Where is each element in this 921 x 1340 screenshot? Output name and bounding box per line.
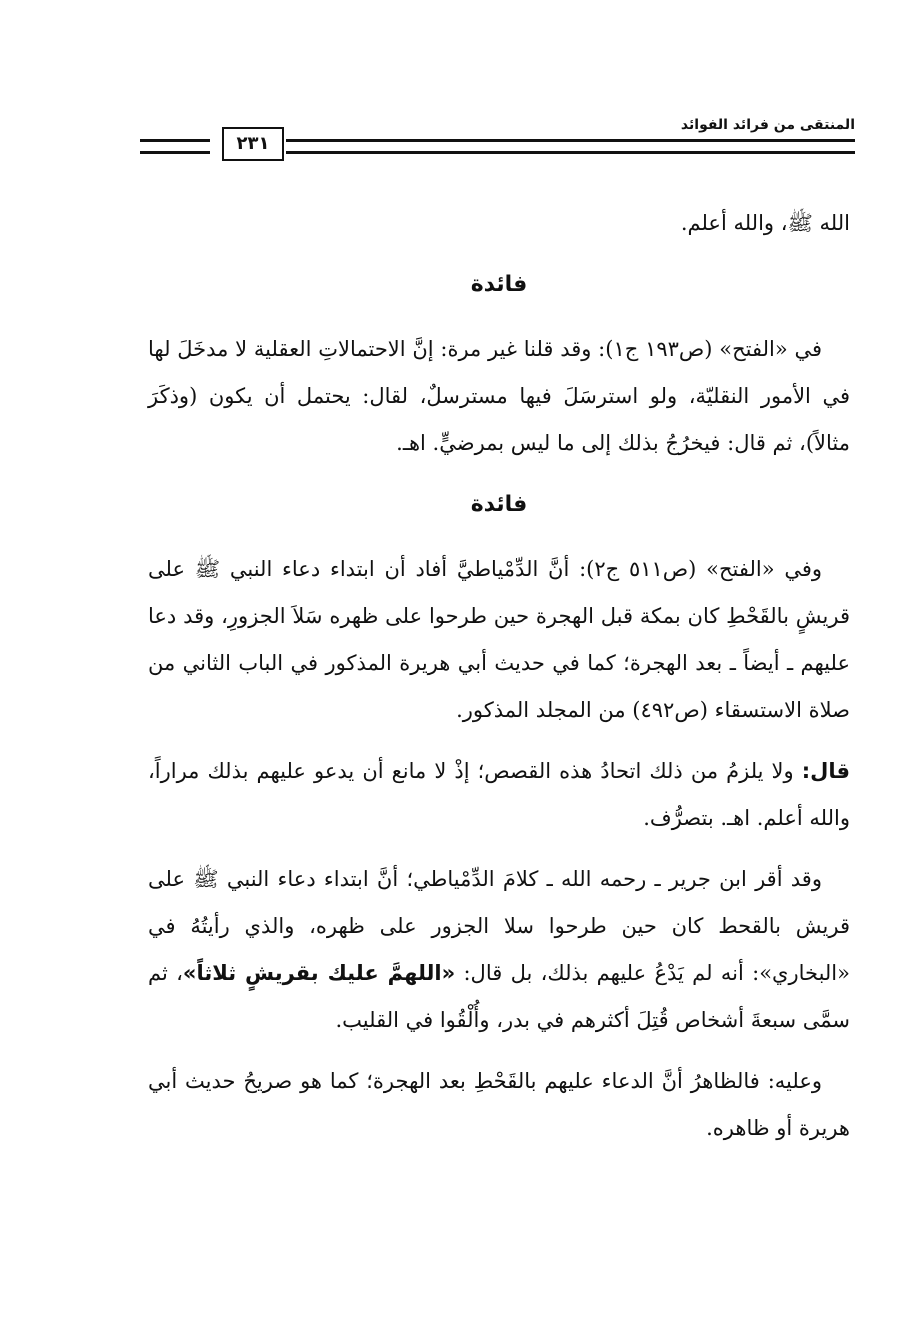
paragraph-3-label: قال: [801,759,850,783]
page-number: ٢٣١ [222,127,284,161]
header-rule-long [286,139,855,154]
section-heading-1: فائدة [470,272,528,297]
page-body [148,200,850,1166]
paragraph-3-text: ولا يلزمُ من ذلك اتحادُ هذه القصص؛ إذْ لا مانع أن يدعو عليهم بذلك مراراً، والله أعلم. اهـ. بتصرُّف. [148,759,850,830]
paragraph-4 [148,856,850,1044]
paragraph-1: في «الفتح» (ص١٩٣ ج١): وقد قلنا غير مرة: إنَّ الاحتمالاتِ العقلية لا مدخَلَ لها في الأمور النقليّة، ولو استرسَلَ فيها مسترسلٌ، لقال: يحتمل أن يكون (وذكَرَ مثالاً)، ثم قال: فيخرُجُ بذلك إلى ما ليس بمرضيٍّ. اهـ. [148,337,850,455]
paragraph-2: وفي «الفتح» (ص٥١١ ج٢): أنَّ الدِّمْياطيَّ أفاد أن ابتداء دعاء النبي ﷺ على قريشٍ بالقَحْطِ كان بمكة قبل الهجرة حين طرحوا على ظهره سَلاَ الجزورِ، وقد دعا عليهم ـ أيضاً ـ بعد الهجرة؛ كما في حديث أبي هريرة المذكور في الباب الثاني من صلاة الاستسقاء (ص٤٩٢) من المجلد المذكور. [148,557,850,722]
paragraph-3 [148,748,850,842]
paragraph-4-text-a: وقد أقر ابن جرير ـ رحمه الله ـ كلامَ الدِّمْياطي؛ أنَّ ابتداء دعاء النبي ﷺ على قريش بالقحط كان حين طرحوا سلا الجزور على ظهره، والذي رأيتُهُ في «البخاري»: أنه لم يَدْعُ عليهم بذلك، بل قال: [148,867,850,985]
header-rule-short [140,139,210,154]
paragraph-4-quote: «اللهمَّ عليك بقريشٍ ثلاثاً» [182,961,456,985]
running-title: المنتقى من فرائد الفوائد [680,117,855,133]
paragraph-5: وعليه: فالظاهرُ أنَّ الدعاء عليهم بالقَحْطِ بعد الهجرة؛ كما هو صريحُ حديث أبي هريرة أو ظاهره. [148,1069,850,1140]
page-header [140,115,855,161]
section-heading-2: فائدة [470,492,528,517]
paragraph-continuation: الله ﷺ، والله أعلم. [680,211,850,235]
paragraph-4-text-b: ، ثم سمَّى سبعةَ أشخاص قُتِلَ أكثرهم في بدر، وأُلْقُوا في القليب. [148,961,850,1032]
